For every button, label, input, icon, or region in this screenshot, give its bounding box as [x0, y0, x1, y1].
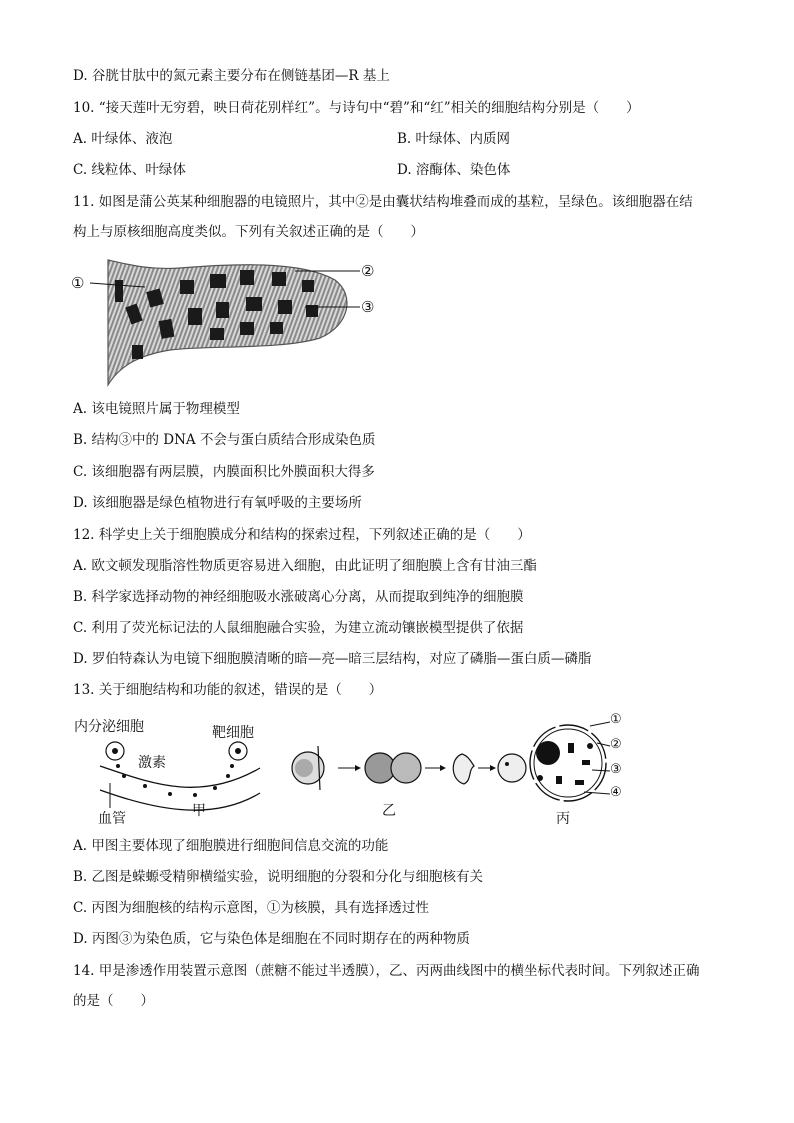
nucleus-label-1: ① [610, 712, 622, 727]
q14-stem-line2: 的是（ ） [73, 993, 154, 1009]
q10-option-c: C. 线粒体、叶绿体 [73, 162, 186, 178]
label-1: ① [71, 274, 85, 292]
q12-option-d: D. 罗伯特森认为电镜下细胞膜清晰的暗—亮—暗三层结构，对应了磷脂—蛋白质—磷脂 [73, 651, 592, 667]
label-3: ③ [361, 298, 375, 316]
q14-stem-line1: 14. 甲是渗透作用装置示意图（蔗糖不能过半透膜），乙、丙两曲线图中的横坐标代表时间。下列叙述正确 [73, 963, 700, 979]
q12-option-c: C. 利用了荧光标记法的人鼠细胞融合实验，为建立流动镶嵌模型提供了依据 [73, 620, 524, 636]
nucleus-label-2: ② [610, 737, 622, 752]
q10-option-b: B. 叶绿体、内质网 [397, 131, 511, 147]
chloroplast-micrograph [70, 250, 390, 390]
label-bing: 丙 [556, 811, 570, 827]
q12-option-a: A. 欧文顿发现脂溶性物质更容易进入细胞，由此证明了细胞膜上含有甘油三酯 [73, 558, 537, 574]
q11-option-d: D. 该细胞器是绿色植物进行有氧呼吸的主要场所 [73, 495, 362, 511]
label-endocrine-cell: 内分泌细胞 [74, 719, 144, 735]
q13-option-c: C. 丙图为细胞核的结构示意图，①为核膜，具有选择透过性 [73, 900, 429, 916]
nucleus-label-4: ④ [610, 785, 622, 800]
label-vessel: 血管 [98, 811, 126, 827]
q13-option-d: D. 丙图③为染色质，它与染色体是细胞在不同时期存在的两种物质 [73, 931, 470, 947]
label-jia: 甲 [192, 803, 206, 819]
q13-option-a: A. 甲图主要体现了细胞膜进行细胞间信息交流的功能 [73, 838, 389, 854]
q10-stem: 10. “接天莲叶无穷碧，映日荷花别样红”。与诗句中“碧”和“红”相关的细胞结构分别是（ ） [73, 100, 640, 116]
label-target-cell: 靶细胞 [212, 725, 254, 741]
label-hormone: 激素 [138, 755, 166, 771]
q13-figure [70, 708, 630, 833]
q9-option-d: D. 谷胱甘肽中的氮元素主要分布在侧链基团—R 基上 [73, 68, 390, 84]
q11-stem-line1: 11. 如图是蒲公英某种细胞器的电镜照片，其中②是由囊状结构堆叠而成的基粒，呈绿色。该细胞器在结 [73, 194, 693, 210]
q12-stem: 12. 科学史上关于细胞膜成分和结构的探索过程，下列叙述正确的是（ ） [73, 527, 531, 543]
q13-stem: 13. 关于细胞结构和功能的叙述，错误的是（ ） [73, 682, 383, 698]
q11-stem-line2: 构上与原核细胞高度类似。下列有关叙述正确的是（ ） [73, 224, 424, 240]
nucleus-label-3: ③ [610, 762, 622, 777]
q13-option-b: B. 乙图是蝾螈受精卵横缢实验，说明细胞的分裂和分化与细胞核有关 [73, 869, 484, 885]
q11-option-b: B. 结构③中的 DNA 不会与蛋白质结合形成染色质 [73, 432, 376, 448]
q12-option-b: B. 科学家选择动物的神经细胞吸水涨破离心分离，从而提取到纯净的细胞膜 [73, 589, 524, 605]
q10-option-a: A. 叶绿体、液泡 [73, 131, 173, 147]
q10-option-d: D. 溶酶体、染色体 [397, 162, 511, 178]
q11-option-c: C. 该细胞器有两层膜，内膜面积比外膜面积大得多 [73, 464, 375, 480]
label-yi: 乙 [382, 803, 396, 819]
label-2: ② [361, 262, 375, 280]
q11-option-a: A. 该电镜照片属于物理模型 [73, 401, 240, 417]
